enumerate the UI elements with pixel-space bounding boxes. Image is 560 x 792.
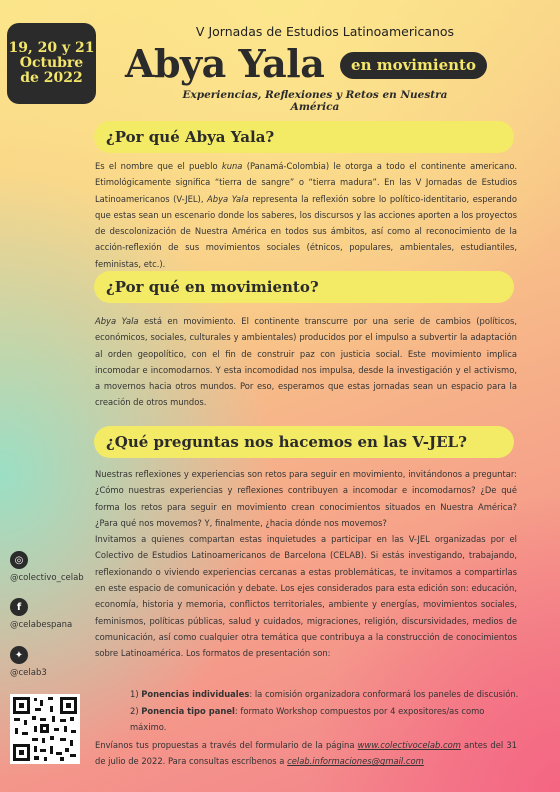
website-link[interactable]: www.colectivocelab.com	[357, 740, 461, 750]
social-handle: @celabespana	[10, 620, 73, 630]
qr-code[interactable]	[10, 694, 80, 764]
preguntas-paragraph-2: Invitamos a quienes compartan estas inquietudes a participar en las V-JEL organizadas por el Colectivo de Estudios Latinoamericanos de Barcelona (CELAB). Si estás investigando, trabajando, reflexionando o viviendo experiencias cercanas a estas problemáticas, te invitamos a compartirlas en este espacio de comunicación y debate. Los ejes considerados para esta edición son: educación, economía, historia y memoria, conflictos territoriales, ambiente y energías, movimientos sociales, feminismos, políticas públicas, salud y cuidados, migraciones, religión, discursividades, medios de comunicación, así como cualquier otra temática que contribuya a la construcción de conocimientos sobre Latinoamérica. Los formatos de presentación son:	[95, 534, 517, 659]
section-body-preguntas	[95, 466, 517, 662]
footer-note: Envíanos tus propuestas a través del formulario de la página www.colectivocelab.com antes del 31 de julio de 2022. Para consultas escríbenos a celab.informaciones@gmail.com	[95, 740, 517, 767]
title-pill: en movimiento	[340, 52, 487, 79]
twitter-icon: ✦	[10, 646, 28, 664]
section-heading-preguntas: ¿Qué preguntas nos hacemos en las V-JEL?	[94, 426, 514, 458]
date-line-1: 19, 20 y 21	[8, 40, 95, 56]
social-handle: @celab3	[10, 668, 47, 678]
main-title: Abya Yala	[125, 41, 325, 86]
date-line-2: Octubre	[19, 55, 84, 71]
list-item: 2) Ponencia tipo panel: formato Workshop compuestos por 4 expositores/as como máximo.	[130, 705, 485, 732]
section-heading-movimiento: ¿Por qué en movimiento?	[94, 271, 514, 303]
section-heading-abya-yala: ¿Por qué Abya Yala?	[94, 121, 514, 153]
section-body-movimiento: Abya Yala está en movimiento. El continente transcurre por una serie de cambios (políticos, económicos, sociales, culturales y ambientales) producidos por el impulso a subvertir la adaptación al orden geopolítico, con el fin de construir paz con justicia social. Este movimiento implica incomodar e incomodarnos. Y esta incomodidad nos impulsa, desde la investigación y el activismo, a movernos hacia otros mundos. Por eso, esperamos que estas jornadas sean un espacio para la creación de otros mundos.	[95, 316, 517, 408]
instagram-icon: ◎	[10, 551, 28, 569]
section-body-abya-yala: Es el nombre que el pueblo kuna (Panamá-Colombia) le otorga a todo el continente americano. Etimológicamente significa “tierra de sangre” o “tierra madura”. En las V Jornadas de Estudios Latinoamericanos (V-JEL), Abya Yala representa la reflexión sobre lo político-identitario, esperando que estas sean un escenario donde los saberes, los discursos y las acciones aporten a los proyectos de descolonización de Nuestra América en todos sus ámbitos, así como al reconocimiento de la acción-reflexión de sus movimientos sociales (étnicos, populares, ambientales, estudiantiles, feministas, etc.).	[95, 161, 517, 269]
formats-list	[130, 686, 520, 736]
social-handle: @colectivo_celab	[10, 573, 84, 583]
preguntas-paragraph-1: Nuestras reflexiones y experiencias son retos para seguir en movimiento, invitándonos a preguntar: ¿Cómo nuestras experiencias y reflexiones contribuyen a incomodar e incomodarnos? ¿De qué forma los retos para seguir en movimiento crean conocimientos situados en Nuestra América? ¿Para qué nos movemos? Y, finalmente, ¿hacia dónde nos movemos?	[95, 469, 517, 528]
email-link[interactable]: celab.informaciones@gmail.com	[287, 756, 424, 767]
tagline: Experiencias, Reflexiones y Retos en Nuestra América	[182, 89, 448, 113]
qr-code-graphic	[10, 694, 80, 764]
social-instagram[interactable]	[10, 551, 84, 583]
social-twitter[interactable]	[10, 646, 47, 678]
date-badge	[7, 23, 96, 104]
list-item: 1) Ponencias individuales: la comisión organizadora conformará los paneles de discusión.	[130, 689, 519, 699]
social-facebook[interactable]	[10, 598, 72, 630]
facebook-icon: f	[10, 598, 28, 616]
date-line-3: de 2022	[20, 70, 83, 86]
supertitle: V Jornadas de Estudios Latinoamericanos	[195, 24, 455, 39]
